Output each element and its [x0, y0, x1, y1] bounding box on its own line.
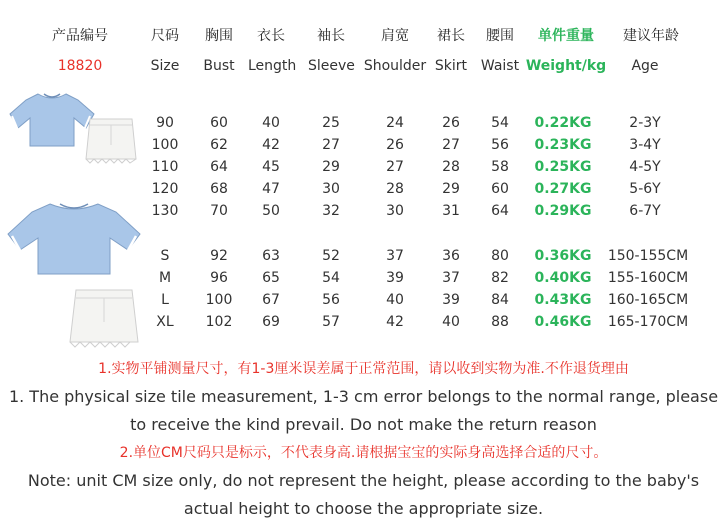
cell-sleeve: 27 [322, 137, 340, 153]
cell-length: 65 [262, 270, 280, 286]
cell-age: 6-7Y [629, 203, 661, 219]
header-cn-weight: 单件重量 [538, 28, 594, 44]
cell-waist: 84 [491, 292, 509, 308]
cell-sleeve: 52 [322, 248, 340, 264]
cell-waist: 82 [491, 270, 509, 286]
cell-age: 165-170CM [607, 314, 689, 330]
cell-weight: 0.27KG [534, 181, 592, 197]
white-denim-skirt-icon [82, 115, 140, 165]
header-en-age: Age [631, 58, 659, 74]
note-2-english-line-1: Note: unit CM size only, do not represent the height, please according to the baby's [27, 471, 700, 490]
cell-shoulder: 24 [386, 115, 404, 131]
cell-waist: 88 [491, 314, 509, 330]
cell-shoulder: 30 [386, 203, 404, 219]
cell-skirt: 31 [442, 203, 460, 219]
cell-age: 4-5Y [629, 159, 661, 175]
cell-shoulder: 40 [386, 292, 404, 308]
note-1-chinese: 1.实物平铺测量尺寸，有1-3厘米误差属于正常范围，请以收到实物为准.不作退货理由 [98, 361, 629, 377]
cell-bust: 102 [205, 314, 233, 330]
header-cn-age: 建议年龄 [623, 28, 679, 44]
header-en-product-code: 18820 [57, 58, 103, 74]
cell-bust: 92 [210, 248, 228, 264]
cell-length: 50 [262, 203, 280, 219]
cell-age: 5-6Y [629, 181, 661, 197]
header-cn-product-code: 产品编号 [52, 28, 108, 44]
header-en-waist: Waist [480, 58, 520, 74]
cell-weight: 0.22KG [534, 115, 592, 131]
cell-waist: 56 [491, 137, 509, 153]
cell-length: 45 [262, 159, 280, 175]
cell-length: 69 [262, 314, 280, 330]
cell-weight: 0.29KG [534, 203, 592, 219]
cell-weight: 0.25KG [534, 159, 592, 175]
cell-waist: 54 [491, 115, 509, 131]
header-cn-length: 衣长 [257, 28, 285, 44]
cell-size: XL [156, 314, 174, 330]
header-cn-skirt: 裙长 [437, 28, 465, 44]
cell-skirt: 40 [442, 314, 460, 330]
cell-skirt: 26 [442, 115, 460, 131]
cell-bust: 64 [210, 159, 228, 175]
header-cn-bust: 胸围 [205, 28, 233, 44]
cell-bust: 62 [210, 137, 228, 153]
cell-skirt: 29 [442, 181, 460, 197]
cell-bust: 96 [210, 270, 228, 286]
cell-waist: 80 [491, 248, 509, 264]
header-en-sleeve: Sleeve [308, 58, 355, 74]
cell-skirt: 28 [442, 159, 460, 175]
cell-weight: 0.43KG [534, 292, 592, 308]
cell-shoulder: 28 [386, 181, 404, 197]
cell-shoulder: 39 [386, 270, 404, 286]
cell-size: 110 [151, 159, 179, 175]
cell-waist: 58 [491, 159, 509, 175]
cell-age: 150-155CM [607, 248, 689, 264]
cell-skirt: 37 [442, 270, 460, 286]
cell-sleeve: 56 [322, 292, 340, 308]
cell-skirt: 36 [442, 248, 460, 264]
cell-size: 130 [151, 203, 179, 219]
note-2-english-line-2: actual height to choose the appropriate size. [183, 499, 544, 518]
cell-sleeve: 25 [322, 115, 340, 131]
cell-length: 42 [262, 137, 280, 153]
header-en-bust: Bust [203, 58, 235, 74]
cell-length: 40 [262, 115, 280, 131]
cell-bust: 60 [210, 115, 228, 131]
cell-shoulder: 26 [386, 137, 404, 153]
cell-sleeve: 29 [322, 159, 340, 175]
cell-bust: 100 [205, 292, 233, 308]
header-cn-shoulder: 肩宽 [381, 28, 409, 44]
cell-length: 63 [262, 248, 280, 264]
note-2-chinese: 2.单位CM尺码只是标示，不代表身高.请根据宝宝的实际身高选择合适的尺寸。 [119, 445, 608, 461]
cell-shoulder: 37 [386, 248, 404, 264]
header-en-weight: Weight/kg [525, 58, 607, 74]
white-denim-skirt-icon [66, 286, 142, 350]
cell-age: 160-165CM [607, 292, 689, 308]
cell-sleeve: 54 [322, 270, 340, 286]
cell-size: M [158, 270, 172, 286]
header-cn-waist: 腰围 [486, 28, 514, 44]
cell-skirt: 39 [442, 292, 460, 308]
note-1-english-line-2: to receive the kind prevail. Do not make the return reason [130, 415, 597, 434]
header-en-shoulder: Shoulder [363, 58, 427, 74]
cell-size: L [161, 292, 169, 308]
cell-size: S [160, 248, 170, 264]
header-cn-size: 尺码 [151, 28, 179, 44]
header-cn-sleeve: 袖长 [317, 28, 345, 44]
cell-shoulder: 42 [386, 314, 404, 330]
cell-age: 2-3Y [629, 115, 661, 131]
cell-sleeve: 30 [322, 181, 340, 197]
cell-bust: 68 [210, 181, 228, 197]
header-en-length: Length [248, 58, 297, 74]
header-en-skirt: Skirt [434, 58, 468, 74]
cell-weight: 0.23KG [534, 137, 592, 153]
cell-skirt: 27 [442, 137, 460, 153]
cell-shoulder: 27 [386, 159, 404, 175]
cell-length: 67 [262, 292, 280, 308]
cell-size: 120 [151, 181, 179, 197]
cell-weight: 0.46KG [534, 314, 592, 330]
cell-waist: 60 [491, 181, 509, 197]
cell-sleeve: 57 [322, 314, 340, 330]
cell-bust: 70 [210, 203, 228, 219]
cell-age: 3-4Y [629, 137, 661, 153]
cell-weight: 0.40KG [534, 270, 592, 286]
cell-weight: 0.36KG [534, 248, 592, 264]
note-1-english-line-1: 1. The physical size tile measurement, 1-3 cm error belongs to the normal range, please [8, 387, 719, 406]
cell-size: 90 [156, 115, 174, 131]
cell-sleeve: 32 [322, 203, 340, 219]
cell-age: 155-160CM [607, 270, 689, 286]
cell-length: 47 [262, 181, 280, 197]
cell-size: 100 [151, 137, 179, 153]
blue-blouse-icon [4, 198, 144, 278]
cell-waist: 64 [491, 203, 509, 219]
header-en-size: Size [150, 58, 180, 74]
